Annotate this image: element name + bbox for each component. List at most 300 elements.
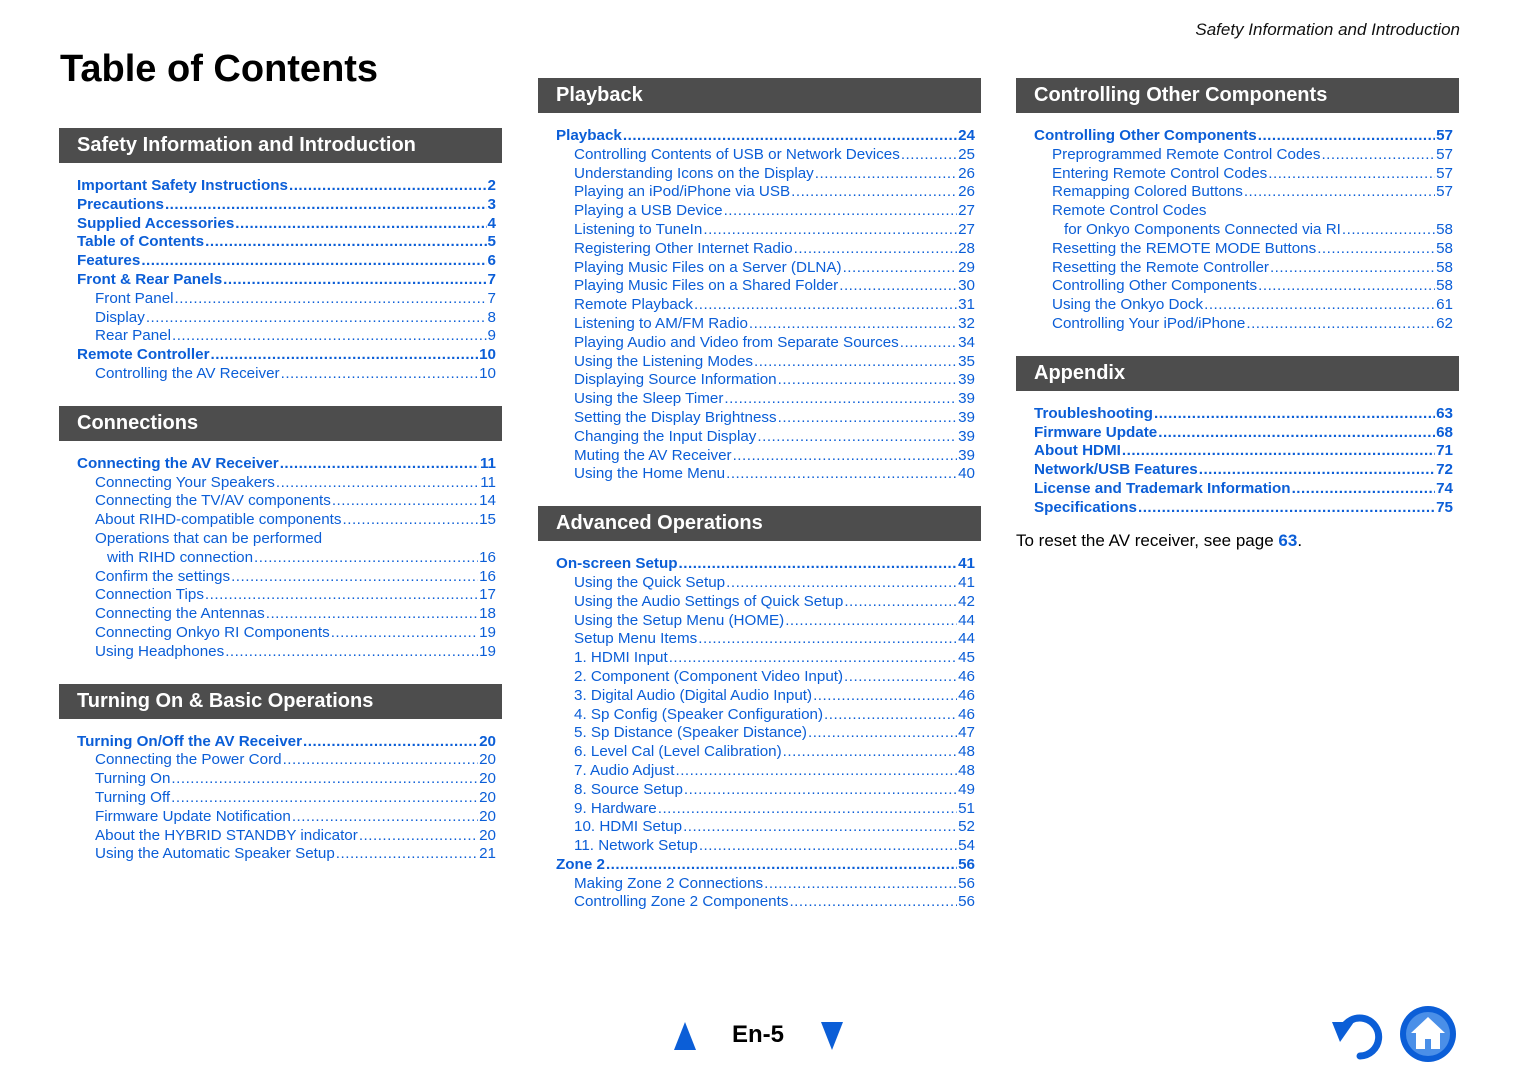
toc-entry-title: Muting the AV Receiver xyxy=(574,446,732,464)
toc-entry[interactable] xyxy=(77,770,496,789)
toc-entry-title: Using the Quick Setup xyxy=(574,573,726,591)
dot-leader xyxy=(808,724,957,743)
toc-entry[interactable] xyxy=(556,371,975,390)
dot-leader xyxy=(1154,405,1435,424)
toc-entry[interactable] xyxy=(556,649,975,668)
toc-entry-page: 18 xyxy=(479,605,496,623)
toc-entry[interactable] xyxy=(77,346,496,365)
toc-entry[interactable] xyxy=(77,549,496,568)
dot-leader xyxy=(783,743,957,762)
dot-leader xyxy=(276,474,479,493)
toc-entry-page: 20 xyxy=(479,807,496,825)
toc-entry-page: 2 xyxy=(487,177,496,194)
toc-entry[interactable] xyxy=(556,856,975,875)
toc-entry-title: Using the Setup Menu (HOME) xyxy=(574,611,785,629)
toc-entry-page: 58 xyxy=(1436,277,1453,295)
toc-entry[interactable] xyxy=(556,183,975,202)
toc-entry[interactable] xyxy=(77,271,496,290)
toc-entry[interactable] xyxy=(77,215,496,234)
toc-entry[interactable] xyxy=(77,568,496,587)
dot-leader xyxy=(815,165,957,184)
toc-entry-page: 71 xyxy=(1436,442,1453,460)
toc-entry-title: Remote Playback xyxy=(574,296,694,314)
toc-entry-page: 72 xyxy=(1436,461,1453,479)
toc-entry-page: 40 xyxy=(958,465,975,483)
toc-entry-title: Features xyxy=(77,252,141,270)
dot-leader xyxy=(210,346,478,365)
toc-entry-title: Front & Rear Panels xyxy=(77,270,223,288)
dot-leader xyxy=(813,687,957,706)
toc-entry-page: 20 xyxy=(479,770,496,788)
dot-leader xyxy=(703,221,957,240)
dot-leader xyxy=(778,371,957,390)
toc-entry-page: 6 xyxy=(487,252,496,270)
dot-leader xyxy=(757,428,957,447)
dot-leader xyxy=(694,296,957,315)
toc-entry-page: 57 xyxy=(1436,183,1453,201)
toc-section-turning-on-basic-operations xyxy=(59,684,502,865)
dot-leader xyxy=(331,624,478,643)
toc-entry-page: 17 xyxy=(479,586,496,604)
up-arrow-icon[interactable] xyxy=(674,1022,696,1050)
toc-entry[interactable] xyxy=(77,733,496,752)
toc-section-controlling-other-components xyxy=(1016,78,1459,334)
toc-entry[interactable] xyxy=(556,127,975,146)
toc-entry-page: 7 xyxy=(487,270,496,288)
down-arrow-icon[interactable] xyxy=(821,1022,843,1050)
dot-leader xyxy=(658,800,957,819)
toc-entry-page: 63 xyxy=(1436,404,1453,422)
toc-entry-title: Playing Music Files on a Shared Folder xyxy=(574,277,839,295)
toc-entry[interactable] xyxy=(77,511,496,530)
dot-leader xyxy=(1317,240,1435,259)
toc-entry-title: Precautions xyxy=(77,195,164,213)
toc-entry-page: 26 xyxy=(958,183,975,201)
dot-leader xyxy=(1292,480,1436,499)
reset-note-end: . xyxy=(1297,531,1303,550)
toc-entry[interactable] xyxy=(77,624,496,643)
toc-entry[interactable] xyxy=(77,233,496,252)
toc-entry-title: 2. Component (Component Video Input) xyxy=(574,667,844,685)
dot-leader xyxy=(844,593,957,612)
toc-entry[interactable] xyxy=(556,447,975,466)
dot-leader xyxy=(1342,221,1435,240)
toc-entry[interactable] xyxy=(556,259,975,278)
toc-entry[interactable] xyxy=(556,574,975,593)
toc-entry[interactable] xyxy=(1034,461,1453,480)
toc-entry-page: 31 xyxy=(958,296,975,314)
toc-entry[interactable] xyxy=(556,465,975,484)
toc-section-connections xyxy=(59,406,502,662)
toc-entry[interactable] xyxy=(77,177,496,196)
dot-leader xyxy=(359,827,478,846)
toc-entry-page: 61 xyxy=(1436,296,1453,314)
toc-entry-title: Using Headphones xyxy=(95,642,225,660)
toc-entry-title: Specifications xyxy=(1034,498,1137,516)
toc-entry[interactable] xyxy=(1034,499,1453,518)
toc-entry-title: 4. Sp Config (Speaker Configuration) xyxy=(574,705,824,723)
toc-entry-list xyxy=(1016,113,1459,334)
toc-entry-title: Connection Tips xyxy=(95,586,204,604)
toc-entry-page: 57 xyxy=(1436,145,1453,163)
dot-leader xyxy=(785,612,957,631)
dot-leader xyxy=(175,290,487,309)
toc-entry-page: 16 xyxy=(479,548,496,566)
toc-entry[interactable] xyxy=(556,706,975,725)
toc-entry[interactable] xyxy=(1034,480,1453,499)
dot-leader xyxy=(699,837,957,856)
toc-entry-title: Connecting the AV Receiver xyxy=(77,454,279,472)
dot-leader xyxy=(726,465,957,484)
toc-entry[interactable] xyxy=(556,875,975,894)
toc-entry-page: 11 xyxy=(480,473,496,491)
dot-leader xyxy=(900,334,957,353)
toc-entry-title: Remote Controller xyxy=(77,346,210,364)
toc-entry-page: 46 xyxy=(958,686,975,704)
dot-leader xyxy=(901,146,957,165)
toc-entry-page: 52 xyxy=(958,818,975,836)
toc-entry-title: Controlling Your iPod/iPhone xyxy=(1052,314,1246,332)
toc-entry[interactable] xyxy=(556,240,975,259)
toc-entry[interactable] xyxy=(77,845,496,864)
toc-entry[interactable] xyxy=(556,630,975,649)
toc-entry-title: Setting the Display Brightness xyxy=(574,408,777,426)
dot-leader xyxy=(1246,315,1435,334)
toc-entry-page: 45 xyxy=(958,649,975,667)
toc-entry-page: 58 xyxy=(1436,239,1453,257)
dot-leader xyxy=(1138,499,1435,518)
toc-entry-page: 44 xyxy=(958,630,975,648)
dot-leader xyxy=(1321,146,1435,165)
toc-entry-page: 20 xyxy=(479,751,496,769)
toc-entry[interactable] xyxy=(1034,202,1453,221)
toc-entry-title: Controlling Other Components xyxy=(1034,127,1257,144)
toc-entry-page: 9 xyxy=(487,327,496,345)
toc-entry[interactable] xyxy=(77,474,496,493)
toc-entry-title: Using the Sleep Timer xyxy=(574,390,724,408)
dot-leader xyxy=(839,277,957,296)
toc-entry[interactable] xyxy=(556,409,975,428)
toc-entry[interactable] xyxy=(77,196,496,215)
section-heading: Controlling Other Components xyxy=(1016,78,1459,113)
toc-entry-page: 20 xyxy=(479,788,496,806)
toc-entry[interactable] xyxy=(77,455,496,474)
toc-entry[interactable] xyxy=(1034,315,1453,334)
toc-entry-page: 51 xyxy=(958,799,975,817)
toc-entry-title: On-screen Setup xyxy=(556,555,678,573)
toc-section-advanced-operations xyxy=(538,506,981,912)
toc-entry-page: 39 xyxy=(958,390,975,408)
section-heading: Safety Information and Introduction xyxy=(59,128,502,163)
toc-entry[interactable] xyxy=(1034,296,1453,315)
toc-entry-page: 56 xyxy=(958,893,975,911)
dot-leader xyxy=(292,808,478,827)
dot-leader xyxy=(844,668,957,687)
toc-entry[interactable] xyxy=(77,290,496,309)
reset-note-text: To reset the AV receiver, see page xyxy=(1016,531,1279,550)
toc-entry-title: Displaying Source Information xyxy=(574,371,777,389)
toc-entry-title: Controlling Other Components xyxy=(1052,277,1258,295)
dot-leader xyxy=(281,365,479,384)
toc-entry-title: Controlling Zone 2 Components xyxy=(574,893,789,911)
dot-leader xyxy=(1244,183,1435,202)
toc-entry-title: Setup Menu Items xyxy=(574,630,698,648)
dot-leader xyxy=(1158,424,1435,443)
toc-entry-page: 35 xyxy=(958,352,975,370)
toc-entry-page: 8 xyxy=(487,308,496,326)
dot-leader xyxy=(684,781,957,800)
toc-entry-title: Using the Onkyo Dock xyxy=(1052,296,1204,314)
toc-entry[interactable] xyxy=(77,808,496,827)
toc-entry-title: 6. Level Cal (Level Calibration) xyxy=(574,743,782,761)
home-icon[interactable] xyxy=(1398,1004,1458,1064)
toc-entry-page: 25 xyxy=(958,145,975,163)
toc-entry-page: 20 xyxy=(479,732,496,750)
toc-entry-page: 42 xyxy=(958,592,975,610)
toc-entry-title: 7. Audio Adjust xyxy=(574,761,675,779)
dot-leader xyxy=(754,353,957,372)
toc-entry[interactable] xyxy=(1034,183,1453,202)
dot-leader xyxy=(332,492,478,511)
toc-entry-page: 39 xyxy=(958,427,975,445)
toc-entry[interactable] xyxy=(556,428,975,447)
toc-entry-title: Registering Other Internet Radio xyxy=(574,239,793,257)
page-number: En-5 xyxy=(732,1021,785,1048)
dot-leader xyxy=(1122,442,1435,461)
toc-entry-page: 3 xyxy=(487,195,496,213)
toc-entry[interactable] xyxy=(77,309,496,328)
toc-entry-page: 28 xyxy=(958,239,975,257)
toc-entry-title: Connecting the Power Cord xyxy=(95,751,282,769)
dot-leader xyxy=(733,447,958,466)
toc-entry-title: Turning On/Off the AV Receiver xyxy=(77,732,303,750)
toc-entry-title: 11. Network Setup xyxy=(574,837,698,855)
toc-entry-list xyxy=(59,719,502,865)
toc-entry-title: Network/USB Features xyxy=(1034,461,1198,479)
dot-leader xyxy=(1268,165,1435,184)
toc-entry-page: 49 xyxy=(958,780,975,798)
dot-leader xyxy=(794,240,957,259)
toc-entry-title: Connecting Your Speakers xyxy=(95,473,275,491)
toc-entry[interactable] xyxy=(1034,259,1453,278)
dot-leader xyxy=(146,309,487,328)
toc-entry-title: Preprogrammed Remote Control Codes xyxy=(1052,145,1321,163)
toc-entry-page: 26 xyxy=(958,164,975,182)
toc-entry-title: Listening to TuneIn xyxy=(574,220,703,238)
dot-leader xyxy=(172,327,487,346)
toc-entry-page: 15 xyxy=(479,511,496,529)
toc-entry-title: Playing an iPod/iPhone via USB xyxy=(574,183,791,201)
toc-entry[interactable] xyxy=(556,762,975,781)
toc-entry-title: Confirm the settings xyxy=(95,567,231,585)
toc-entry[interactable] xyxy=(1034,240,1453,259)
toc-entry[interactable] xyxy=(556,800,975,819)
dot-leader xyxy=(724,390,957,409)
toc-entry-title: Front Panel xyxy=(95,289,174,307)
toc-entry-page: 10 xyxy=(479,346,496,364)
toc-entry[interactable] xyxy=(556,221,975,240)
toc-entry[interactable] xyxy=(556,593,975,612)
toc-entry-title: Listening to AM/FM Radio xyxy=(574,314,748,332)
toc-entry-page: 16 xyxy=(479,567,496,585)
dot-leader xyxy=(679,555,958,574)
dot-leader xyxy=(669,649,957,668)
dot-leader xyxy=(1270,259,1435,278)
dot-leader xyxy=(165,196,487,215)
dot-leader xyxy=(778,409,957,428)
page-title: Table of Contents xyxy=(60,48,379,90)
toc-entry-title: Connecting the TV/AV components xyxy=(95,492,331,510)
toc-entry-page: 62 xyxy=(1436,314,1453,332)
toc-entry[interactable] xyxy=(556,687,975,706)
toc-entry-page: 74 xyxy=(1436,479,1453,497)
reset-page-link[interactable]: 63 xyxy=(1278,531,1298,550)
toc-entry-page: 46 xyxy=(958,705,975,723)
toc-column-3 xyxy=(1016,78,1459,540)
dot-leader xyxy=(235,215,486,234)
toc-entry[interactable] xyxy=(1034,146,1453,165)
toc-entry-page: 24 xyxy=(958,127,975,144)
toc-entry[interactable] xyxy=(1034,221,1453,240)
dot-leader xyxy=(266,605,478,624)
toc-entry[interactable] xyxy=(77,789,496,808)
toc-entry-title: Using the Home Menu xyxy=(574,465,726,483)
toc-entry-page: 7 xyxy=(487,289,496,307)
toc-entry[interactable] xyxy=(1034,424,1453,443)
toc-entry-page: 75 xyxy=(1436,498,1453,516)
toc-entry-title: Using the Automatic Speaker Setup xyxy=(95,845,335,863)
toc-entry[interactable] xyxy=(556,296,975,315)
reset-note xyxy=(1016,531,1302,551)
toc-entry-list xyxy=(538,113,981,484)
toc-section-safety-information-and-introduction xyxy=(59,128,502,384)
toc-entry[interactable] xyxy=(1034,127,1453,146)
toc-entry-page: 29 xyxy=(958,258,975,276)
section-heading: Playback xyxy=(538,78,981,113)
toc-entry-title: About HDMI xyxy=(1034,442,1121,460)
toc-entry-title: Turning On xyxy=(95,770,171,788)
toc-section-appendix xyxy=(1016,356,1459,518)
toc-entry-list xyxy=(59,163,502,384)
toc-entry[interactable] xyxy=(77,252,496,271)
toc-entry[interactable] xyxy=(1034,165,1453,184)
toc-entry-page: 20 xyxy=(479,826,496,844)
toc-entry[interactable] xyxy=(77,365,496,384)
dot-leader xyxy=(254,549,478,568)
toc-entry[interactable] xyxy=(77,643,496,662)
section-heading: Connections xyxy=(59,406,502,441)
dot-leader xyxy=(205,233,486,252)
toc-entry-page: 19 xyxy=(479,642,496,660)
toc-entry-title: Display xyxy=(95,308,145,326)
toc-entry[interactable] xyxy=(77,327,496,346)
toc-entry[interactable] xyxy=(556,612,975,631)
toc-entry[interactable] xyxy=(556,818,975,837)
toc-entry[interactable] xyxy=(556,202,975,221)
toc-entry-list xyxy=(538,541,981,912)
toc-entry-list xyxy=(59,441,502,662)
toc-entry[interactable] xyxy=(556,165,975,184)
toc-entry-page: 57 xyxy=(1436,127,1453,144)
dot-leader xyxy=(683,818,957,837)
return-arrow-icon[interactable] xyxy=(1330,1008,1386,1064)
toc-entry[interactable] xyxy=(77,586,496,605)
toc-entry-title: Making Zone 2 Connections xyxy=(574,874,764,892)
toc-entry-title: Playback xyxy=(556,127,622,144)
toc-entry[interactable] xyxy=(556,837,975,856)
toc-entry-page: 19 xyxy=(479,623,496,641)
dot-leader xyxy=(789,893,957,912)
toc-entry[interactable] xyxy=(556,743,975,762)
running-header: Safety Information and Introduction xyxy=(1195,20,1460,39)
toc-entry-title: Table of Contents xyxy=(77,233,205,251)
toc-entry-page: 30 xyxy=(958,277,975,295)
dot-leader xyxy=(824,706,957,725)
toc-entry-page: 41 xyxy=(958,573,975,591)
toc-entry[interactable] xyxy=(556,893,975,912)
toc-entry-title: Remote Control Codes xyxy=(1052,202,1207,220)
toc-entry[interactable] xyxy=(556,555,975,574)
dot-leader xyxy=(225,643,478,662)
toc-entry[interactable] xyxy=(556,277,975,296)
section-heading: Appendix xyxy=(1016,356,1459,391)
toc-entry-page: 48 xyxy=(958,743,975,761)
toc-entry[interactable] xyxy=(556,781,975,800)
toc-entry-title: Turning Off xyxy=(95,788,171,806)
toc-entry-title: Playing Music Files on a Server (DLNA) xyxy=(574,258,842,276)
toc-entry[interactable] xyxy=(77,827,496,846)
toc-entry-title: Resetting the REMOTE MODE Buttons xyxy=(1052,239,1317,257)
toc-entry-page: 47 xyxy=(958,724,975,742)
dot-leader xyxy=(606,856,957,875)
toc-entry[interactable] xyxy=(1034,277,1453,296)
dot-leader xyxy=(231,568,478,587)
toc-entry[interactable] xyxy=(77,751,496,770)
toc-entry[interactable] xyxy=(77,530,496,549)
toc-entry[interactable] xyxy=(556,390,975,409)
dot-leader xyxy=(283,751,479,770)
toc-entry-title: Using the Audio Settings of Quick Setup xyxy=(574,592,844,610)
toc-entry[interactable] xyxy=(1034,405,1453,424)
toc-entry-title: About RIHD-compatible components xyxy=(95,511,342,529)
dot-leader xyxy=(141,252,486,271)
toc-entry[interactable] xyxy=(1034,442,1453,461)
toc-entry-page: 58 xyxy=(1436,220,1453,238)
dot-leader xyxy=(336,845,478,864)
toc-entry[interactable] xyxy=(556,668,975,687)
toc-entry-list xyxy=(1016,391,1459,518)
toc-entry-page: 48 xyxy=(958,761,975,779)
toc-entry-page: 58 xyxy=(1436,258,1453,276)
toc-entry-title: Connecting the Antennas xyxy=(95,605,265,623)
toc-entry-title: Operations that can be performed xyxy=(95,529,323,547)
toc-entry-page: 32 xyxy=(958,314,975,332)
toc-entry-title: Playing a USB Device xyxy=(574,202,723,220)
toc-entry-page: 56 xyxy=(958,874,975,892)
toc-entry-title: Firmware Update Notification xyxy=(95,807,291,825)
toc-entry[interactable] xyxy=(77,605,496,624)
toc-entry[interactable] xyxy=(556,315,975,334)
toc-entry[interactable] xyxy=(556,334,975,353)
toc-entry[interactable] xyxy=(556,353,975,372)
toc-entry[interactable] xyxy=(556,724,975,743)
toc-entry-title: Important Safety Instructions xyxy=(77,177,288,194)
toc-entry[interactable] xyxy=(77,492,496,511)
section-heading: Advanced Operations xyxy=(538,506,981,541)
dot-leader xyxy=(171,789,478,808)
toc-entry[interactable] xyxy=(556,146,975,165)
dot-leader xyxy=(303,733,478,752)
